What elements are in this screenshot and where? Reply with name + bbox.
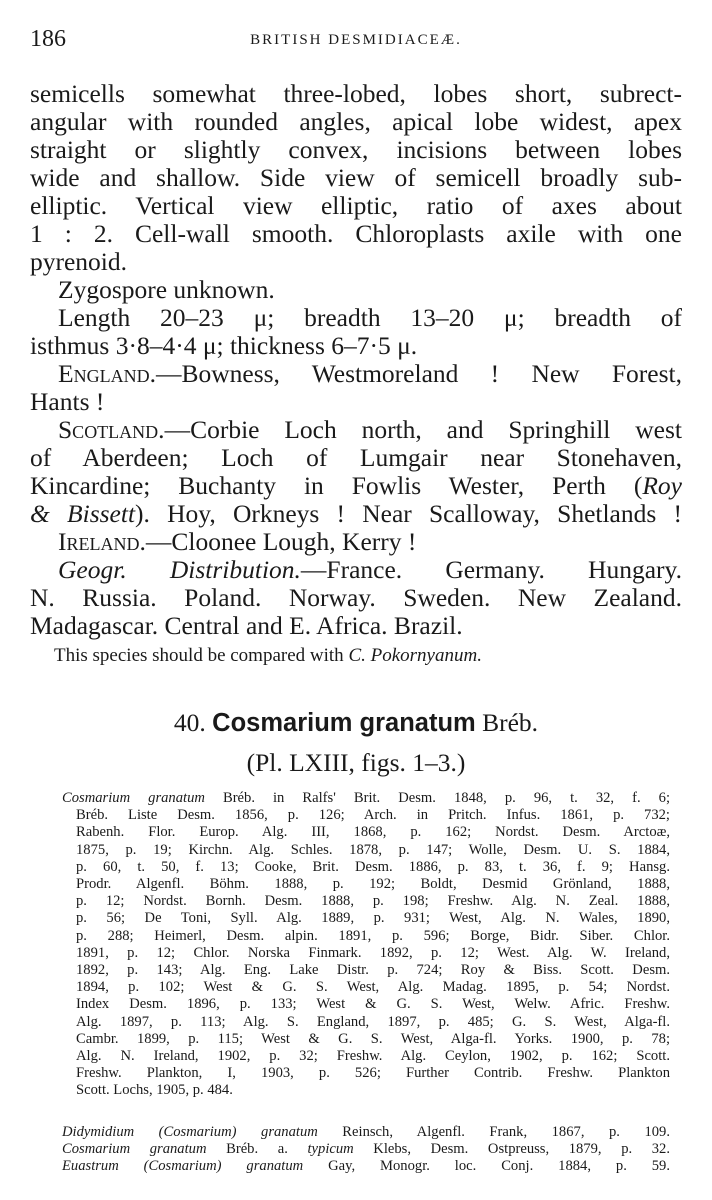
species-author: Bréb. [482, 708, 539, 737]
reference-line: Index Desm. 1896, p. 133; West & G. S. West, Welw. Afric. Freshw. [76, 996, 670, 1013]
description-line: angular with rounded angles, apical lobe widest, apex [30, 107, 682, 136]
ireland-label: Ireland. [58, 527, 146, 556]
reference-line: Alg. N. Ireland, 1902, p. 32; Freshw. Alg. Ceylon, 1902, p. 162; Scott. [76, 1048, 670, 1065]
reference-line: Freshw. Plankton, I, 1903, p. 526; Further Contrib. Freshw. Plankton [76, 1065, 670, 1082]
reference-line: Cambr. 1899, p. 115; West & G. S. West, Alga-fl. Yorks. 1900, p. 78; [76, 1030, 670, 1047]
running-title: BRITISH DESMIDIACEÆ. [250, 32, 462, 48]
synonym-line: Cosmarium granatum Bréb. a. typicum Klebs, Desm. Ostpreuss, 1879, p. 32. [62, 1141, 670, 1158]
reference-line: Cosmarium granatum Bréb. in Ralfs' Brit. Desm. 1848, p. 96, t. 32, f. 6; [62, 790, 670, 806]
reference-line: Prodr. Algenfl. Böhm. 1888, p. 192; Boldt, Desmid Grönland, 1888, [76, 876, 670, 893]
page-number: 186 [30, 26, 66, 52]
zygospore-text: Zygospore unknown. [58, 275, 275, 304]
reference-line: Bréb. Liste Desm. 1856, p. 126; Arch. in Pritch. Infus. 1861, p. 732; [76, 807, 670, 824]
reference-line: 1892, p. 143; Alg. Eng. Lake Distr. p. 724; Roy & Biss. Scott. Desm. [76, 962, 670, 979]
reference-line: p. 288; Heimerl, Desm. alpin. 1891, p. 596; Borge, Bidr. Siber. Chlor. [76, 927, 670, 944]
measurements-line: Length 20–23 μ; breadth 13–20 μ; breadth of [58, 303, 682, 332]
species-description [30, 80, 682, 668]
species-heading [30, 708, 682, 738]
synonyms-block [62, 1124, 670, 1176]
description-line: 1 : 2. Cell-wall smooth. Chloroplasts axile with one [30, 219, 682, 248]
measurements-line: isthmus 3·8–4·4 μ; thickness 6–7·5 μ. [30, 331, 418, 360]
scotland-localities: Scotland.—Corbie Loch north, and Springhill west [58, 415, 682, 444]
species-name: Cosmarium granatum [212, 709, 476, 737]
scotland-localities-cont: Kincardine; Buchanty in Fowlis Wester, Perth (Roy [30, 471, 682, 500]
reference-line: 1894, p. 102; West & G. S. West, Alg. Madag. 1895, p. 54; Nordst. [76, 979, 670, 996]
description-line: straight or slightly convex, incisions between lobes [30, 135, 682, 164]
plate-reference: (Pl. LXIII, figs. 1–3.) [246, 748, 466, 777]
reference-line: Alg. 1897, p. 113; Alg. S. England, 1897, p. 485; G. S. West, Alga-fl. [76, 1013, 670, 1030]
geographic-distribution-cont: Madagascar. Central and E. Africa. Brazil. [30, 611, 463, 640]
england-localities-cont: Hants ! [30, 387, 105, 416]
england-localities: England.—Bowness, Westmoreland ! New Forest, [58, 359, 682, 388]
reference-line: 1875, p. 19; Kirchn. Alg. Schles. 1878, p. 147; Wolle, Desm. U. S. 1884, [76, 841, 670, 858]
page-header [30, 26, 682, 58]
description-line: wide and shallow. Side view of semicell broadly sub- [30, 163, 682, 192]
comparison-note: This species should be compared with C. Pokornyanum. [54, 645, 482, 666]
reference-line: p. 56; De Toni, Syll. Alg. 1889, p. 931; West, Alg. N. Wales, 1890, [76, 910, 670, 927]
geogr-label: Geogr. Distribution. [58, 555, 301, 584]
description-line: semicells somewhat three-lobed, lobes short, subrect- [30, 79, 682, 108]
reference-line: Scott. Lochs, 1905, p. 484. [76, 1082, 233, 1099]
ireland-localities: Ireland.—Cloonee Lough, Kerry ! [58, 527, 417, 556]
reference-line: Rabenh. Flor. Europ. Alg. III, 1868, p. 162; Nordst. Desm. Arctoæ, [76, 824, 670, 841]
scotland-label: Scotland. [58, 415, 165, 444]
reference-line: p. 12; Nordst. Bornh. Desm. 1888, p. 198; Freshw. Alg. N. Zeal. 1888, [76, 893, 670, 910]
scotland-localities-cont: & Bissett). Hoy, Orkneys ! Near Scalloway, Shetlands ! [30, 499, 682, 528]
description-line: elliptic. Vertical view elliptic, ratio of axes about [30, 191, 682, 220]
geographic-distribution-cont: N. Russia. Poland. Norway. Sweden. New Zealand. [30, 583, 682, 612]
synonym-line: Euastrum (Cosmarium) granatum Gay, Monogr. loc. Conj. 1884, p. 59. [62, 1158, 670, 1175]
references-block [62, 790, 670, 1100]
scotland-localities-cont: of Aberdeen; Loch of Lumgair near Stonehaven, [30, 443, 682, 472]
reference-line: 1891, p. 12; Chlor. Norska Finmark. 1892, p. 12; West. Alg. W. Ireland, [76, 944, 670, 961]
reference-line: p. 60, t. 50, f. 13; Cooke, Brit. Desm. 1886, p. 83, t. 36, f. 9; Hansg. [76, 858, 670, 875]
species-number: 40. [173, 708, 206, 737]
geographic-distribution: Geogr. Distribution.—France. Germany. Hungary. [58, 555, 682, 584]
synonym-line: Didymidium (Cosmarium) granatum Reinsch, Algenfl. Frank, 1867, p. 109. [62, 1124, 670, 1140]
england-label: England. [58, 359, 156, 388]
description-line: pyrenoid. [30, 247, 128, 276]
